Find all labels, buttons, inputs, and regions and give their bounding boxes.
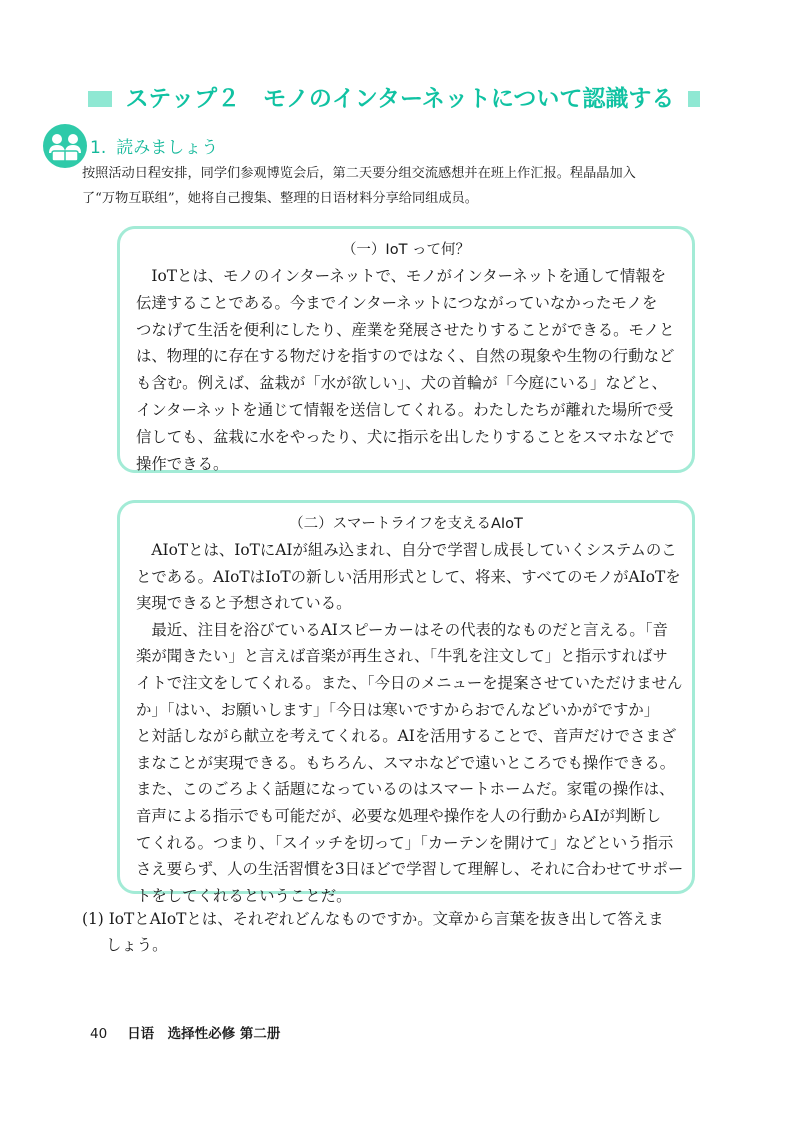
body-line: IoTとは、モノのインターネットで、モノがインターネットを通して情報を	[136, 267, 667, 285]
body-line: 実現できると予想されている。	[136, 594, 352, 613]
body-line: も含む。例えば、盆栽が「水が欲しい」、犬の首輪が「今庭にいる」などと、	[136, 374, 667, 393]
body-line: は、物理的に存在する物だけを指すのではなく、自然の現象や生物の行動など	[136, 347, 675, 366]
page-footer	[90, 1024, 280, 1044]
question-1	[82, 906, 707, 958]
body-line: また、このごろよく話題になっているのはスマートホームだ。家電の操作は、	[136, 780, 675, 799]
body-line: インターネットを通じて情報を送信してくれる。わたしたちが離れた場所で受	[136, 400, 674, 419]
reading-box-aiot	[117, 500, 695, 905]
box-body	[136, 263, 688, 477]
body-line: さえ要らず、人の生活習慣を3日ほどで学習して理解し、それに合わせてサポー	[136, 860, 684, 879]
body-line: トをしてくれるということだ。	[136, 886, 352, 905]
body-line: AIoTとは、IoTにAIが組み込まれ、自分で学習し成長していくシステムのこ	[136, 541, 677, 559]
body-line: 信しても、盆栽に水をやったり、犬に指示を出したりすることをスマホなどで	[136, 427, 675, 446]
body-line: とである。AIoTはIoTの新しい活用形式として、将来、すべてのモノがAIoTを	[136, 567, 681, 586]
body-line: 伝達することである。今までインターネットにつながっていなかったモノを	[136, 293, 658, 312]
body-line: てくれる。つまり、「スイッチを切って」「カーテンを開けて」などという指示	[136, 833, 674, 852]
intro-paragraph	[82, 161, 702, 211]
body-line: イトで注文をしてくれる。また、「今日のメニューを提案させていただけません	[136, 673, 683, 692]
body-line: 最近、注目を浴びているAIスピーカーはその代表的なものだと言える。「音	[136, 620, 668, 639]
section-heading	[90, 136, 218, 160]
body-line: 操作できる。	[136, 454, 229, 473]
step-heading: ステップ２ モノのインターネットについて認識する	[0, 82, 800, 116]
box-title: （一）IoT って何？	[341, 242, 471, 258]
body-line: 音声による指示でも可能だが、必要な処理や操作を人の行動からAIが判断し	[136, 806, 662, 825]
body-line: 楽が聞きたい」と言えば音楽が再生され、「牛乳を注文して」と指示すればサ	[136, 647, 668, 666]
question-line: しょう。	[106, 936, 168, 954]
reading-box-iot	[117, 226, 695, 473]
box-title: （二）スマートライフを支えるAIoT	[289, 516, 523, 532]
body-line: つなげて生活を便利にしたり、産業を発展させたりすることができる。モノと	[136, 320, 675, 339]
section-title: 読みましょう	[116, 138, 219, 158]
body-line: まなことが実現できる。もちろん、スマホなどで遠いところでも操作できる。	[136, 753, 676, 772]
box-body	[136, 537, 688, 909]
body-line: と対話しながら献立を考えてくれる。AIを活用することで、音声だけでさまざ	[136, 727, 677, 746]
page-number: 40	[90, 1026, 108, 1042]
body-line: か」「はい、お願いします」「今日は寒いですからおでんなどいかがですか」	[136, 700, 660, 719]
question-line: (1) IoTとAIoTとは、それぞれどんなものですか。文章から言葉を抜き出して答えま	[82, 910, 664, 928]
section-number: 1.	[90, 138, 107, 158]
book-title: 日语 选择性必修 第二册	[127, 1026, 281, 1042]
intro-line: 了“万物互联组”，她将自己搜集、整理的日语材料分享给同组成员。	[82, 191, 478, 206]
intro-line: 按照活动日程安排，同学们参观博览会后，第二天要分组交流感想并在班上作汇报。程晶晶加入	[82, 166, 636, 181]
